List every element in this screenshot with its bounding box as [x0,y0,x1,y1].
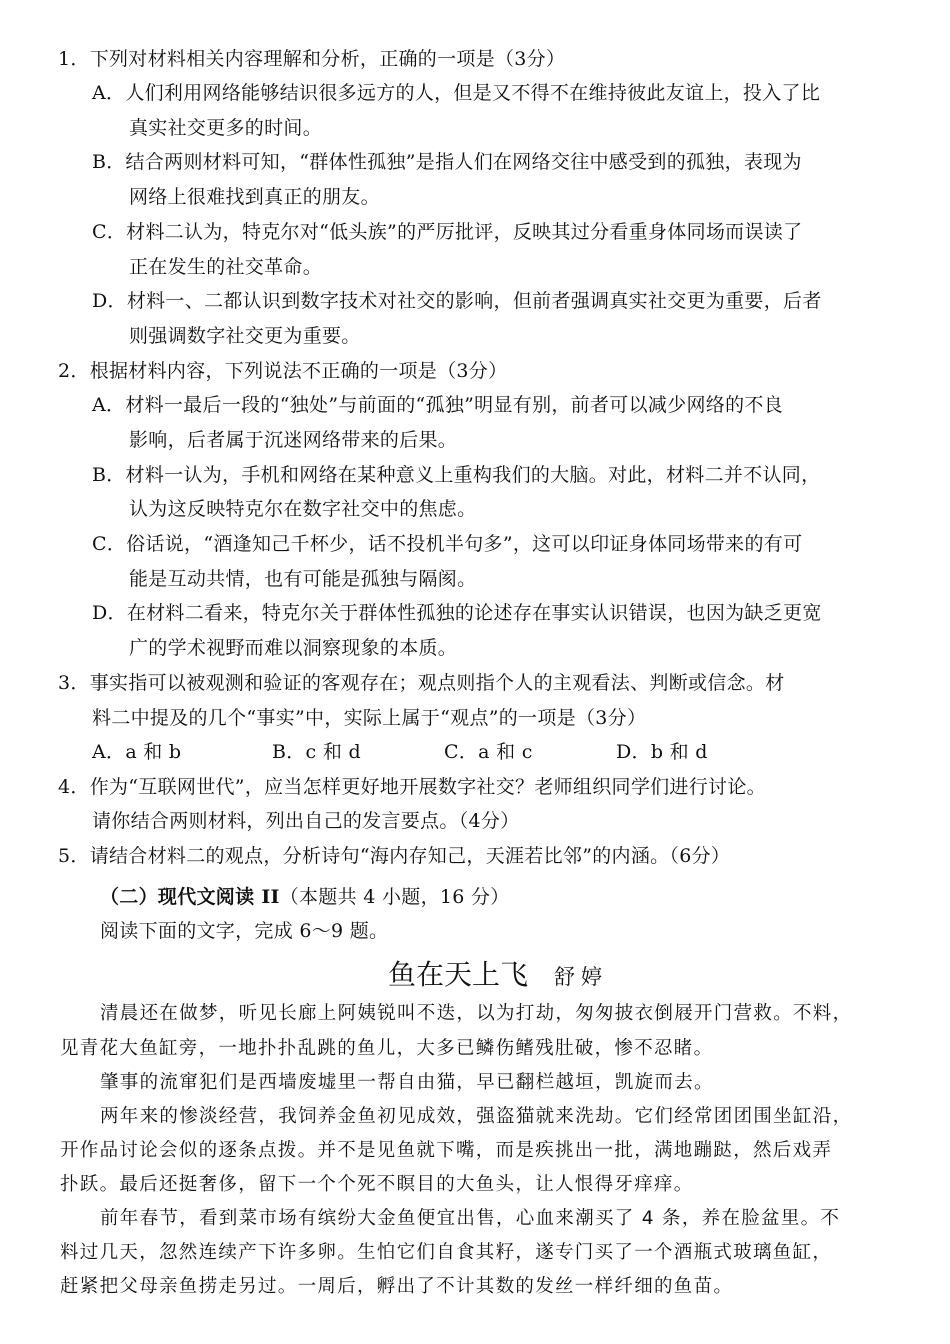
q1-option-b: B．结合两则材料可知，“群体性孤独”是指人们在网络交往中感受到的孤独，表现为 [92,151,802,173]
q4-stem: 4．作为“互联网世代”，应当怎样更好地开展数字社交？老师组织同学们进行讨论。 [58,776,766,798]
q1-option-b-cont: 网络上很难找到真正的朋友。 [129,186,380,208]
article-paragraph-2: 肇事的流窜犯们是西墙废墟里一帮自由猫，早已翻栏越垣，凯旋而去。 [100,1072,714,1093]
q2-option-a-cont: 影响，后者属于沉迷网络带来的后果。 [129,429,458,451]
section-note: （本题共 4 小题，16 分） [279,886,510,908]
article-paragraph-1-cont: 见青花大鱼缸旁，一地扑扑乱跳的鱼儿，大多已鳞伤鳍残肚破，惨不忍睹。 [60,1038,714,1059]
q2-option-b: B．材料一认为，手机和网络在某种意义上重构我们的大脑。对此，材料二并不认同， [92,464,821,486]
q2-option-c-cont: 能是互动共情，也有可能是孤独与隔阂。 [129,568,477,590]
q1-option-c-cont: 正在发生的社交革命。 [129,256,323,278]
q1-option-c: C．材料二认为，特克尔对“低头族”的严厉批评，反映其过分看重身体同场而误读了 [92,221,803,243]
article-title-block [388,958,608,994]
section-heading [100,885,510,909]
article-paragraph-4-cont-2: 赶紧把父母亲鱼捞走另过。一周后，孵出了不计其数的发丝一样纤细的鱼苗。 [60,1276,734,1297]
q2-option-b-cont: 认为这反映特克尔在数字社交中的焦虑。 [129,498,477,520]
q3-option-a: A．a 和 b [92,741,182,763]
q1-option-d-cont: 则强调数字社交更为重要。 [129,325,361,347]
article-paragraph-3-cont-1: 开作品讨论会似的逐条点拨。并不是见鱼就下嘴，而是疾挑出一批，满地蹦跶，然后戏弄 [60,1140,833,1161]
q1-stem: 1．下列对材料相关内容理解和分析，正确的一项是（3分） [58,48,566,70]
section-instruction: 阅读下面的文字，完成 6～9 题。 [100,920,389,942]
q2-option-c: C．俗话说，“酒逢知己千杯少，话不投机半句多”，这可以印证身体同场带来的有可 [92,533,803,555]
article-paragraph-1: 清晨还在做梦，听见长廊上阿姨锐叫不迭，以为打劫，匆匆披衣倒屐开门营救。不料， [100,1003,853,1024]
article-paragraph-4: 前年春节，看到菜市场有缤纷大金鱼便宜出售，心血来潮买了 4 条，养在脸盆里。不 [100,1208,841,1229]
q1-option-a: A．人们利用网络能够结识很多远方的人，但是又不得不在维持彼此友谊上，投入了比 [92,82,821,104]
q3-option-b: B．c 和 d [272,741,361,763]
article-paragraph-3: 两年来的惨淡经营，我饲养金鱼初见成效，强盗猫就来洗劫。它们经常团团围坐缸沿， [100,1106,853,1127]
article-paragraph-4-cont-1: 料过几天，忽然连续产下许多卵。生怕它们自食其籽，遂专门买了一个酒瓶式玻璃鱼缸， [60,1242,833,1263]
q3-option-d: D．b 和 d [616,741,708,763]
q2-option-a: A．材料一最后一段的“独处”与前面的“孤独”明显有别，前者可以减少网络的不良 [92,394,783,416]
q3-options-row [92,740,708,764]
article-paragraph-3-cont-2: 扑跃。最后还挺奢侈，留下一个个死不瞑目的大鱼头，让人恨得牙痒痒。 [60,1174,694,1195]
q4-stem-cont: 请你结合两则材料，列出自己的发言要点。（4分） [92,810,520,832]
article-author: 舒婷 [554,965,609,989]
q5-stem: 5．请结合材料二的观点，分析诗句“海内存知己，天涯若比邻”的内涵。（6分） [58,845,731,867]
q1-option-a-cont: 真实社交更多的时间。 [129,117,323,139]
article-title: 鱼在天上飞 [388,958,529,991]
q2-stem: 2．根据材料内容，下列说法不正确的一项是（3分） [58,360,508,382]
q2-option-d: D．在材料二看来，特克尔关于群体性孤独的论述存在事实认识错误，也因为缺乏更宽 [92,602,822,624]
q3-option-c: C．a 和 c [444,741,533,763]
q1-option-d: D．材料一、二都认识到数字技术对社交的影响，但前者强调真实社交更为重要，后者 [92,290,822,312]
q3-stem: 3．事实指可以被观测和验证的客观存在；观点则指个人的主观看法、判断或信念。材 [58,672,785,694]
section-title: （二）现代文阅读 II [100,886,280,908]
q3-stem-cont: 料二中提及的几个“事实”中，实际上属于“观点”的一项是（3分） [92,707,647,729]
q2-option-d-cont: 广的学术视野而难以洞察现象的本质。 [129,637,458,659]
